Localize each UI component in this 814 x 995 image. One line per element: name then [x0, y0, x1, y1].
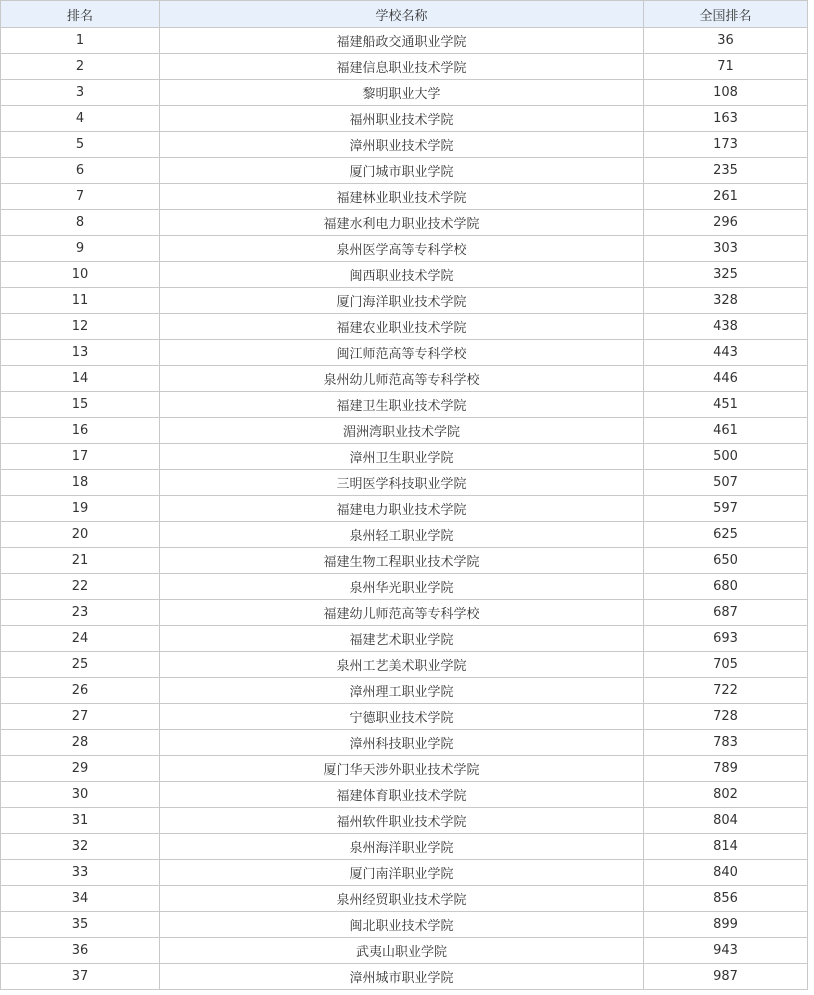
school-name-cell: 泉州轻工职业学院: [160, 522, 644, 548]
school-name-cell: 武夷山职业学院: [160, 938, 644, 964]
table-row: [1, 834, 808, 860]
rank-cell: 28: [1, 730, 160, 756]
table-row: [1, 262, 808, 288]
national-rank-cell: 438: [644, 314, 808, 340]
school-name-cell: 漳州科技职业学院: [160, 730, 644, 756]
national-rank-cell: 625: [644, 522, 808, 548]
national-rank-cell: 783: [644, 730, 808, 756]
national-rank-cell: 814: [644, 834, 808, 860]
rank-cell: 6: [1, 158, 160, 184]
school-name-cell: 泉州幼儿师范高等专科学校: [160, 366, 644, 392]
rank-cell: 36: [1, 938, 160, 964]
rank-cell: 34: [1, 886, 160, 912]
table-row: [1, 158, 808, 184]
table-row: [1, 444, 808, 470]
table-row: [1, 600, 808, 626]
rank-cell: 13: [1, 340, 160, 366]
national-rank-cell: 261: [644, 184, 808, 210]
national-rank-cell: 71: [644, 54, 808, 80]
school-name-cell: 闽西职业技术学院: [160, 262, 644, 288]
table-row: [1, 314, 808, 340]
rank-cell: 3: [1, 80, 160, 106]
table-row: [1, 652, 808, 678]
rank-cell: 11: [1, 288, 160, 314]
rank-cell: 29: [1, 756, 160, 782]
table-row: [1, 132, 808, 158]
school-name-cell: 福建艺术职业学院: [160, 626, 644, 652]
rank-cell: 32: [1, 834, 160, 860]
school-name-cell: 漳州理工职业学院: [160, 678, 644, 704]
rank-cell: 26: [1, 678, 160, 704]
national-rank-cell: 687: [644, 600, 808, 626]
table-row: [1, 548, 808, 574]
header-national-rank: 全国排名: [644, 1, 808, 28]
school-name-cell: 福建体育职业技术学院: [160, 782, 644, 808]
school-name-cell: 厦门海洋职业技术学院: [160, 288, 644, 314]
rank-cell: 27: [1, 704, 160, 730]
rank-cell: 10: [1, 262, 160, 288]
national-rank-cell: 443: [644, 340, 808, 366]
school-name-cell: 泉州工艺美术职业学院: [160, 652, 644, 678]
school-name-cell: 厦门城市职业学院: [160, 158, 644, 184]
rank-cell: 33: [1, 860, 160, 886]
rank-cell: 35: [1, 912, 160, 938]
table-row: [1, 340, 808, 366]
national-rank-cell: 296: [644, 210, 808, 236]
table-body: [1, 28, 808, 990]
school-name-cell: 福建幼儿师范高等专科学校: [160, 600, 644, 626]
table-row: [1, 886, 808, 912]
school-name-cell: 湄洲湾职业技术学院: [160, 418, 644, 444]
national-rank-cell: 650: [644, 548, 808, 574]
rank-cell: 19: [1, 496, 160, 522]
school-name-cell: 厦门南洋职业学院: [160, 860, 644, 886]
table-row: [1, 938, 808, 964]
school-name-cell: 泉州经贸职业技术学院: [160, 886, 644, 912]
rank-cell: 18: [1, 470, 160, 496]
national-rank-cell: 840: [644, 860, 808, 886]
school-name-cell: 福建水利电力职业技术学院: [160, 210, 644, 236]
school-name-cell: 福建卫生职业技术学院: [160, 392, 644, 418]
national-rank-cell: 325: [644, 262, 808, 288]
national-rank-cell: 303: [644, 236, 808, 262]
national-rank-cell: 804: [644, 808, 808, 834]
table-header-row: [1, 1, 808, 28]
national-rank-cell: 328: [644, 288, 808, 314]
national-rank-cell: 705: [644, 652, 808, 678]
school-name-cell: 泉州海洋职业学院: [160, 834, 644, 860]
table-row: [1, 860, 808, 886]
school-name-cell: 福建信息职业技术学院: [160, 54, 644, 80]
national-rank-cell: 173: [644, 132, 808, 158]
table-row: [1, 756, 808, 782]
rank-cell: 2: [1, 54, 160, 80]
national-rank-cell: 722: [644, 678, 808, 704]
national-rank-cell: 899: [644, 912, 808, 938]
national-rank-cell: 235: [644, 158, 808, 184]
national-rank-cell: 507: [644, 470, 808, 496]
rank-cell: 5: [1, 132, 160, 158]
header-rank: 排名: [1, 1, 160, 28]
national-rank-cell: 163: [644, 106, 808, 132]
table-row: [1, 392, 808, 418]
national-rank-cell: 461: [644, 418, 808, 444]
table-row: [1, 236, 808, 262]
table-row: [1, 782, 808, 808]
rank-cell: 21: [1, 548, 160, 574]
table-row: [1, 808, 808, 834]
school-name-cell: 闽北职业技术学院: [160, 912, 644, 938]
rank-cell: 9: [1, 236, 160, 262]
header-school-name: 学校名称: [160, 1, 644, 28]
table-row: [1, 522, 808, 548]
rank-cell: 8: [1, 210, 160, 236]
table-row: [1, 496, 808, 522]
national-rank-cell: 856: [644, 886, 808, 912]
table-row: [1, 470, 808, 496]
rank-cell: 4: [1, 106, 160, 132]
rank-cell: 20: [1, 522, 160, 548]
school-name-cell: 福建农业职业技术学院: [160, 314, 644, 340]
national-rank-cell: 728: [644, 704, 808, 730]
rank-cell: 24: [1, 626, 160, 652]
school-name-cell: 三明医学科技职业学院: [160, 470, 644, 496]
table-row: [1, 366, 808, 392]
table-row: [1, 626, 808, 652]
rank-cell: 23: [1, 600, 160, 626]
school-name-cell: 泉州华光职业学院: [160, 574, 644, 600]
school-name-cell: 福州软件职业技术学院: [160, 808, 644, 834]
table-row: [1, 730, 808, 756]
table-row: [1, 964, 808, 990]
table-row: [1, 678, 808, 704]
school-name-cell: 福建电力职业技术学院: [160, 496, 644, 522]
school-name-cell: 闽江师范高等专科学校: [160, 340, 644, 366]
rank-cell: 12: [1, 314, 160, 340]
table-row: [1, 912, 808, 938]
table-row: [1, 184, 808, 210]
national-rank-cell: 693: [644, 626, 808, 652]
school-name-cell: 福州职业技术学院: [160, 106, 644, 132]
national-rank-cell: 943: [644, 938, 808, 964]
national-rank-cell: 789: [644, 756, 808, 782]
national-rank-cell: 451: [644, 392, 808, 418]
table-row: [1, 106, 808, 132]
table-row: [1, 54, 808, 80]
rank-cell: 22: [1, 574, 160, 600]
rank-cell: 30: [1, 782, 160, 808]
table-row: [1, 574, 808, 600]
school-name-cell: 黎明职业大学: [160, 80, 644, 106]
table-row: [1, 418, 808, 444]
rank-cell: 14: [1, 366, 160, 392]
rank-cell: 37: [1, 964, 160, 990]
school-name-cell: 漳州卫生职业学院: [160, 444, 644, 470]
national-rank-cell: 36: [644, 28, 808, 54]
rank-cell: 17: [1, 444, 160, 470]
table-row: [1, 28, 808, 54]
rank-cell: 1: [1, 28, 160, 54]
national-rank-cell: 597: [644, 496, 808, 522]
school-name-cell: 泉州医学高等专科学校: [160, 236, 644, 262]
national-rank-cell: 680: [644, 574, 808, 600]
rank-cell: 7: [1, 184, 160, 210]
rank-cell: 25: [1, 652, 160, 678]
rank-cell: 16: [1, 418, 160, 444]
national-rank-cell: 802: [644, 782, 808, 808]
table-row: [1, 80, 808, 106]
table-row: [1, 288, 808, 314]
table-row: [1, 704, 808, 730]
national-rank-cell: 108: [644, 80, 808, 106]
school-name-cell: 厦门华天涉外职业技术学院: [160, 756, 644, 782]
school-name-cell: 福建生物工程职业技术学院: [160, 548, 644, 574]
school-name-cell: 漳州城市职业学院: [160, 964, 644, 990]
national-rank-cell: 500: [644, 444, 808, 470]
school-name-cell: 宁德职业技术学院: [160, 704, 644, 730]
national-rank-cell: 446: [644, 366, 808, 392]
rank-cell: 31: [1, 808, 160, 834]
school-name-cell: 福建船政交通职业学院: [160, 28, 644, 54]
school-name-cell: 福建林业职业技术学院: [160, 184, 644, 210]
school-name-cell: 漳州职业技术学院: [160, 132, 644, 158]
rank-cell: 15: [1, 392, 160, 418]
national-rank-cell: 987: [644, 964, 808, 990]
table-row: [1, 210, 808, 236]
